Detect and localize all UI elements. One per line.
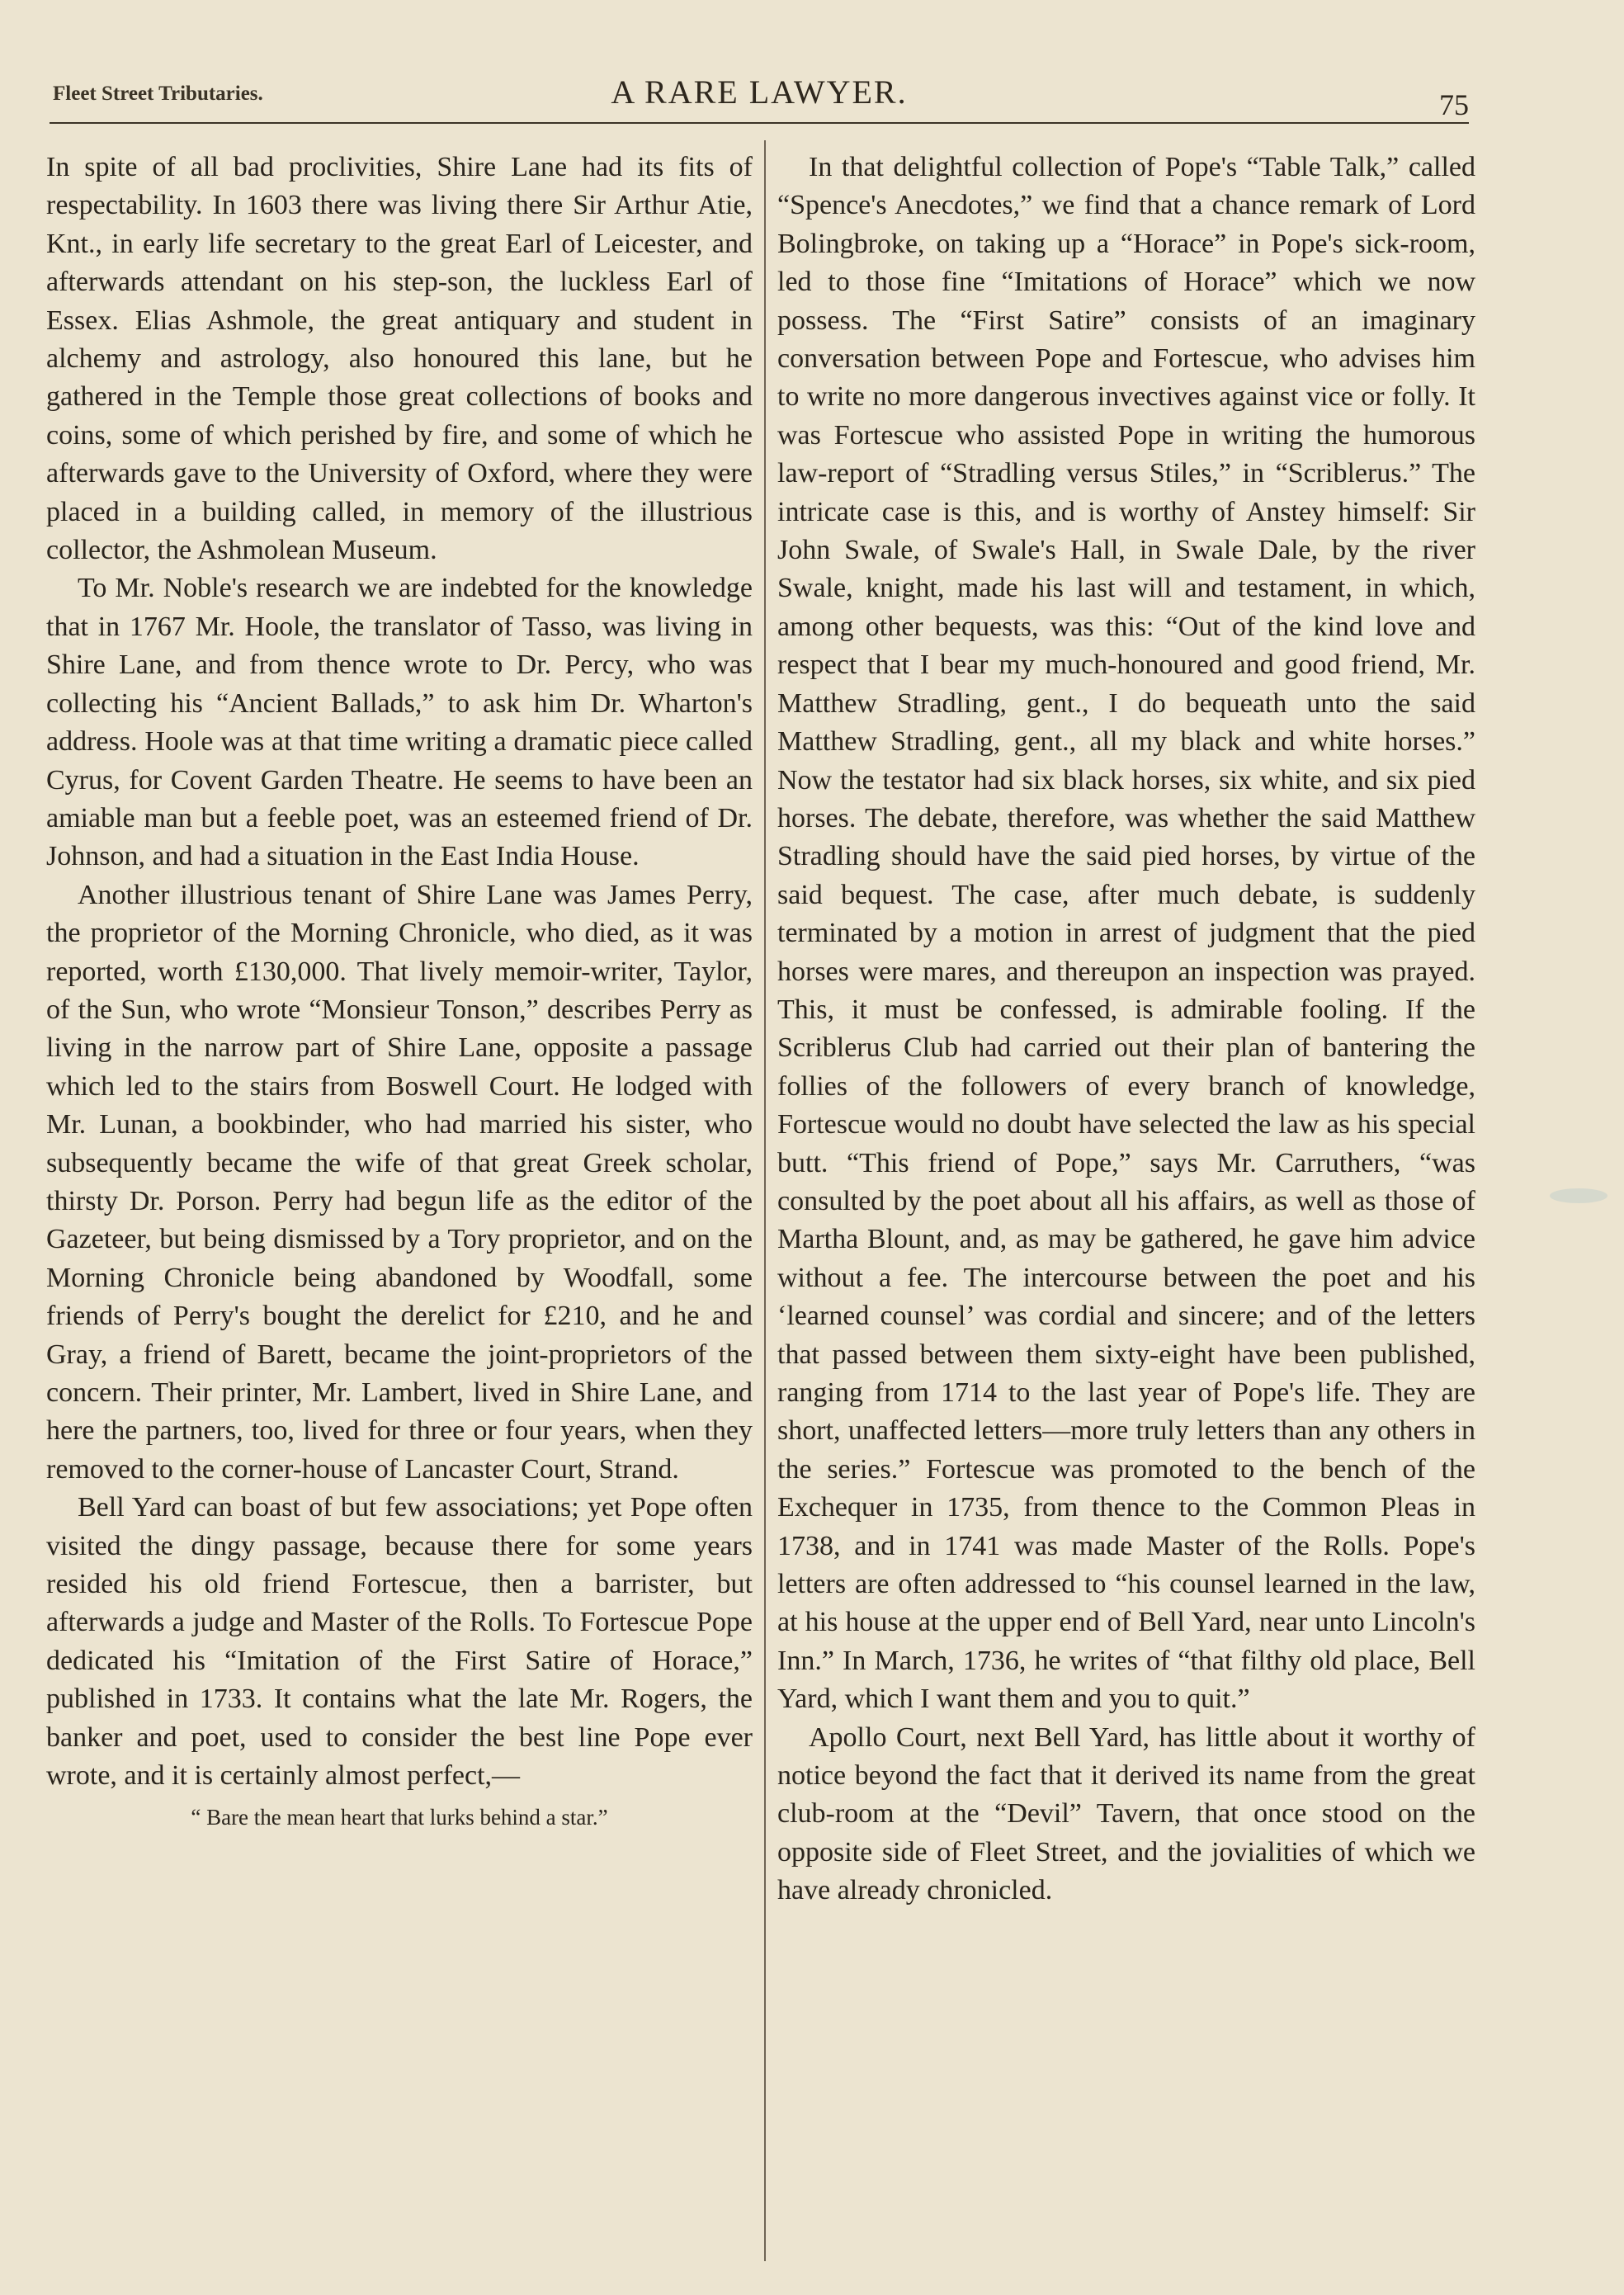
- page-number: 75: [1439, 88, 1469, 121]
- page-title: A RARE LAWYER.: [611, 73, 908, 111]
- right-column: [777, 149, 1475, 1910]
- paragraph: Bell Yard can boast of but few associations; yet Pope often visited the dingy passage, because there for some years resided his old friend Fortescue, then a barrister, but afterwards a judge and Master of the Rolls. To Fortescue Pope dedicated his “Imitation of the First Satire of Horace,” published in 1733. It contains what the late Mr. Rogers, the banker and poet, used to consider the best line Pope ever wrote, and it is certainly almost perfect,—: [46, 1492, 753, 1792]
- paragraph: Another illustrious tenant of Shire Lane was James Perry, the proprietor of the Morning Chronicle, who died, as it was reported, worth £130,000. That lively memoir-writer, Taylor, of the Sun, who wrote “Monsieur Tonson,” describes Perry as living in the narrow part of Shire Lane, opposite a passage which led to the stairs from Boswell Court. He lodged with Mr. Lunan, a bookbinder, who had married his sister, who subsequently became the wife of that great Greek scholar, thirsty Dr. Porson. Perry had begun life as the editor of the Gazeteer, but being dismissed by a Tory proprietor, and on the Morning Chronicle being abandoned by Woodfall, some friends of Perry's bought the derelict for £210, and he and Gray, a friend of Barett, became the joint-proprietors of the concern. Their printer, Mr. Lambert, lived in Shire Lane, and here the partners, too, lived for three or four years, when they removed to the corner-house of Lancaster Court, Strand.: [46, 879, 753, 1485]
- running-head: [50, 73, 1469, 124]
- paragraph: In spite of all bad proclivities, Shire Lane had its fits of respectability. In 1603 there was living there Sir Arthur Atie, Knt., in early life secretary to the great Earl of Leicester, and afterwards attendant on his step-son, the luckless Earl of Essex. Elias Ashmole, the great antiquary and student in alchemy and astrology, also honoured this lane, but he gathered in the Temple those great collections of books and coins, some of which perished by fire, and some of which he afterwards gave to the University of Oxford, where they were placed in a building called, in memory of the illustrious collector, the Ashmolean Museum.: [46, 152, 753, 566]
- paragraph: Apollo Court, next Bell Yard, has little about it worthy of notice beyond the fact that it derived its name from the great club-room at the “Devil” Tavern, that once stood on the opposite side of Fleet Street, and the jovialities of which we have already chronicled.: [777, 1721, 1475, 1906]
- column-divider: [764, 140, 766, 2261]
- section-title: Fleet Street Tributaries.: [53, 83, 263, 105]
- left-column: [46, 149, 753, 1837]
- paragraph: In that delightful collection of Pope's “Table Talk,” called “Spence's Anecdotes,” we find that a chance remark of Lord Bolingbroke, on taking up a “Horace” in Pope's sick-room, led to those fine “Imitations of Horace” which we now possess. The “First Satire” consists of an imaginary conversation between Pope and Fortescue, who advises him to write no more dangerous invectives against vice or folly. It was Fortescue who assisted Pope in writing the humorous law-report of “Stradling versus Stiles,” in “Scriblerus.” The intricate case is this, and is worthy of Anstey himself: Sir John Swale, of Swale's Hall, in Swale Dale, by the river Swale, knight, made his last will and testament, in which, among other bequests, was this: “Out of the kind love and respect that I bear my much-honoured and good friend, Mr. Matthew Stradling, gent., I do bequeath unto the said Matthew Stradling, gent., all my black and white horses.” Now the testator had six black horses, six white, and six pied horses. The debate, therefore, was whether the said Matthew Stradling should have the said pied horses, by virtue of the said bequest. The case, after much debate, is suddenly terminated by a motion in arrest of judgment that the pied horses were mares, and thereupon an inspection was prayed. This, it must be confessed, is admirable fooling. If the Scriblerus Club had carried out their plan of bantering the follies of the followers of every branch of knowledge, Fortescue would no doubt have selected the law as his special butt. “This friend of Pope,” says Mr. Carruthers, “was consulted by the poet about all his affairs, as well as those of Martha Blount, and, as may be gathered, he gave him advice without a fee. The intercourse between the poet and his ‘learned counsel’ was cordial and sincere; and of the letters that passed between them sixty-eight have been published, ranging from 1714 to the last year of Pope's life. They are short, unaffected letters—more truly letters than any others in the series.” Fortescue was promoted to the bench of the Exchequer in 1735, from thence to the Common Pleas in 1738, and in 1741 was made Master of the Rolls. Pope's letters are often addressed to “his counsel learned in the law, at his house at the upper end of Bell Yard, near unto Lincoln's Inn.” In March, 1736, he writes of “that filthy old place, Bell Yard, which I want them and you to quit.”: [777, 152, 1475, 1715]
- paragraph: To Mr. Noble's research we are indebted for the knowledge that in 1767 Mr. Hoole, the translator of Tasso, was living in Shire Lane, and from thence wrote to Dr. Percy, who was collecting his “Ancient Ballads,” to ask him Dr. Wharton's address. Hoole was at that time writing a dramatic piece called Cyrus, for Covent Garden Theatre. He seems to have been an amiable man but a feeble poet, was an esteemed friend of Dr. Johnson, and had a situation in the East India House.: [46, 573, 753, 872]
- quotation: “ Bare the mean heart that lurks behind a star.”: [191, 1805, 608, 1830]
- paper-stain: [1550, 1188, 1607, 1203]
